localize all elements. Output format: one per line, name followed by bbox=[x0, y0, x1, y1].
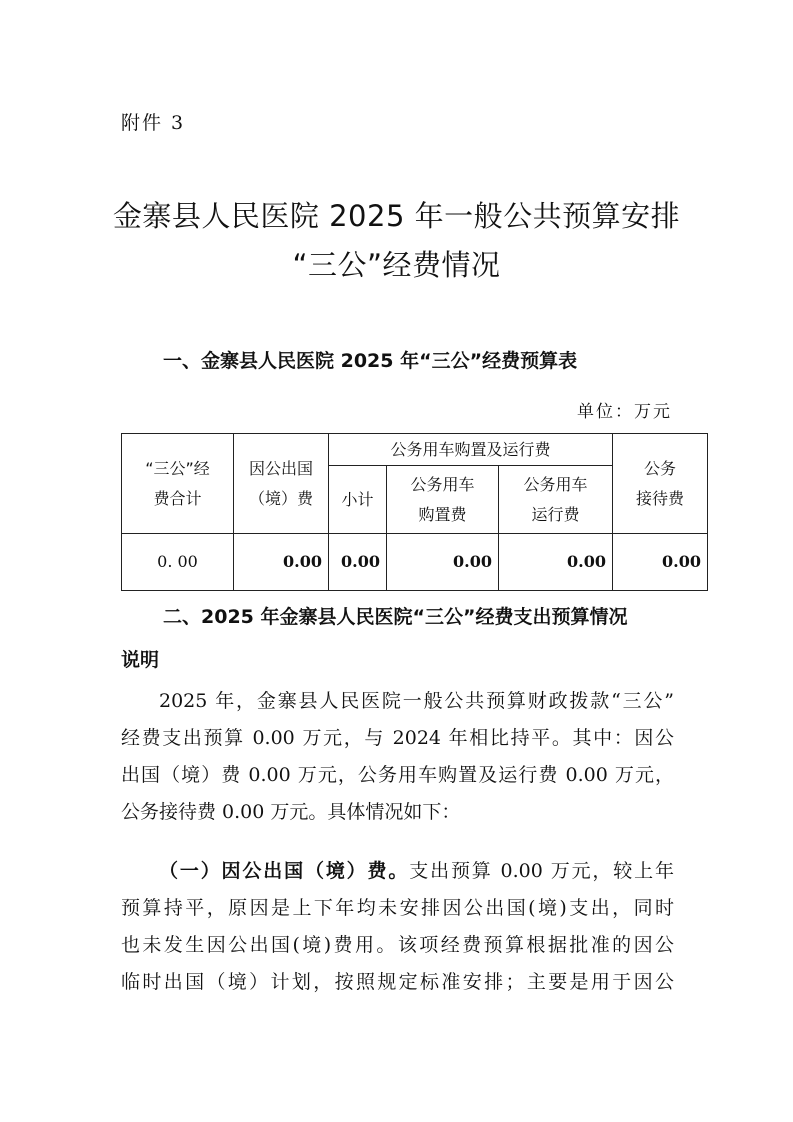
budget-table bbox=[121, 433, 708, 591]
header-vehicle: 公务用车购置及运行费 bbox=[329, 434, 613, 466]
header-vehicle-purchase: 公务用车 购置费 bbox=[387, 466, 499, 534]
section2-heading-line2: 说明 bbox=[121, 649, 160, 671]
paragraph-line: 也未发生因公出国(境)费用。该项经费预算根据批准的因公 bbox=[121, 934, 674, 956]
header-vehicle-operation: 公务用车 运行费 bbox=[499, 466, 613, 534]
paragraph-line: （一）因公出国（境）费。支出预算 0.00 万元，较上年 bbox=[159, 860, 674, 882]
document-title-line1: 金寨县人民医院 2025 年一般公共预算安排 bbox=[112, 199, 681, 233]
paragraph-line: 预算持平，原因是上下年均未安排因公出国(境)支出，同时 bbox=[121, 897, 674, 919]
value-reception: 0.00 bbox=[613, 534, 708, 591]
paragraph-summary bbox=[121, 683, 674, 831]
value-total: 0. 00 bbox=[122, 534, 234, 591]
paragraph-line: 临时出国（境）计划，按照规定标准安排；主要是用于因公 bbox=[121, 971, 674, 993]
header-subtotal: 小计 bbox=[329, 466, 387, 534]
paragraph-line: 2025 年，金寨县人民医院一般公共预算财政拨款“三公” bbox=[159, 690, 674, 712]
section1-heading: 一、金寨县人民医院 2025 年“三公”经费预算表 bbox=[163, 350, 578, 372]
unit-label: 单位：万元 bbox=[577, 402, 672, 422]
value-subtotal: 0.00 bbox=[329, 534, 387, 591]
paragraph-line: 出国（境）费 0.00 万元，公务用车购置及运行费 0.00 万元， bbox=[121, 764, 674, 786]
value-vehicle-operation: 0.00 bbox=[499, 534, 613, 591]
document-title-line2: “三公”经费情况 bbox=[292, 248, 501, 282]
paragraph-line: 公务接待费 0.00 万元。具体情况如下： bbox=[121, 801, 461, 823]
value-abroad: 0.00 bbox=[234, 534, 329, 591]
header-abroad: 因公出国 （境）费 bbox=[234, 434, 329, 534]
value-vehicle-purchase: 0.00 bbox=[387, 534, 499, 591]
attachment-label: 附件 3 bbox=[121, 112, 186, 134]
header-reception: 公务 接待费 bbox=[613, 434, 708, 534]
paragraph-line: 经费支出预算 0.00 万元，与 2024 年相比持平。其中：因公 bbox=[121, 727, 674, 749]
subsection-lead: （一）因公出国（境）费。 bbox=[159, 860, 410, 882]
header-total: “三公”经 费合计 bbox=[122, 434, 234, 534]
section2-heading-line1: 二、2025 年金寨县人民医院“三公”经费支出预算情况 bbox=[163, 606, 628, 628]
paragraph-abroad bbox=[121, 853, 674, 1001]
